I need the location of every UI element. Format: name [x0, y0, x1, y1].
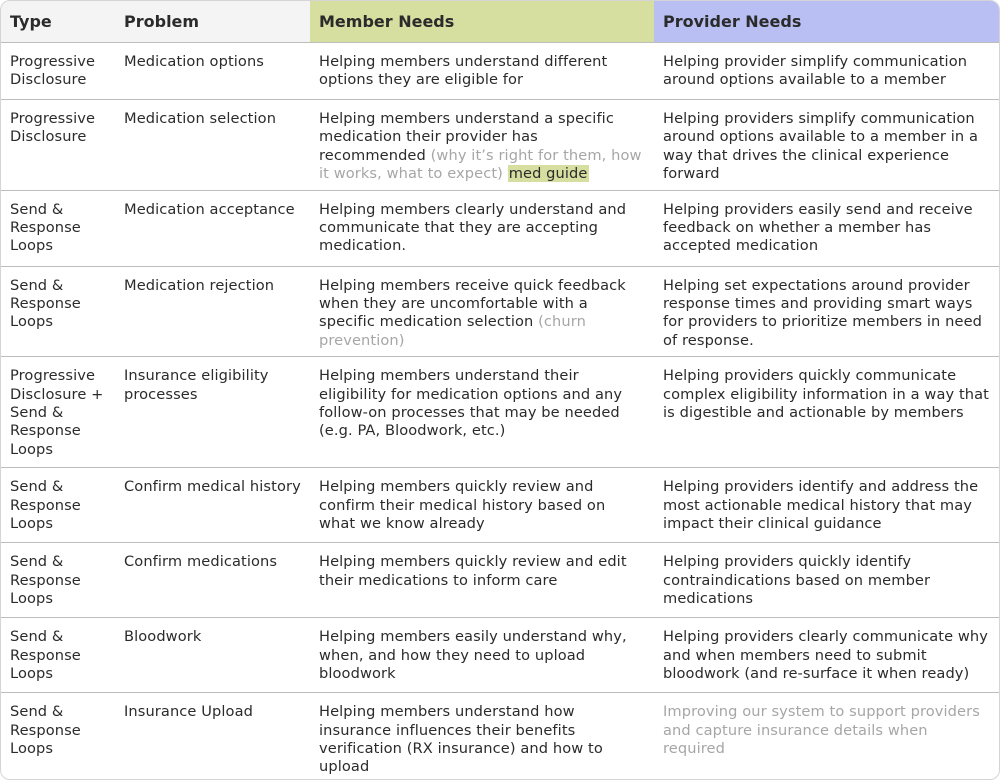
- cell-member-needs: Helping members understand how insurance influences their benefits verification (RX insurance) and how to upload: [310, 693, 654, 780]
- cell-provider-needs: Helping providers identify and address the most actionable medical history that may impact their clinical guidance: [654, 468, 999, 543]
- cell-type: Progressive Disclosure + Send & Response Loops: [1, 357, 115, 468]
- member-text: Helping members receive quick feedback when they are uncomfortable with a specific medication selection: [319, 276, 626, 331]
- cell-problem: Bloodwork: [115, 618, 310, 693]
- cell-provider-needs: Helping providers quickly communicate complex eligibility information in a way that is digestible and actionable by members: [654, 357, 999, 468]
- cell-problem: Confirm medical history: [115, 468, 310, 543]
- member-note: (churn prevention): [319, 313, 586, 349]
- member-text: Helping members understand a specific medication their provider has recommended: [319, 110, 614, 164]
- cell-member-needs: Helping members quickly review and edit their medications to inform care: [310, 543, 654, 618]
- cell-problem: Insurance Upload: [115, 693, 310, 780]
- cell-type: Send & Response Loops: [1, 190, 115, 266]
- cell-type: Send & Response Loops: [1, 693, 115, 780]
- table-row: [1, 693, 999, 780]
- table-row: [1, 190, 999, 266]
- cell-type: Send & Response Loops: [1, 543, 115, 618]
- cell-problem: Confirm medications: [115, 543, 310, 618]
- cell-problem: Medication rejection: [115, 266, 310, 357]
- table-row: [1, 357, 999, 468]
- header-provider-needs: Provider Needs: [654, 1, 999, 43]
- header-problem: Problem: [115, 1, 310, 43]
- header-member-needs: Member Needs: [310, 1, 654, 43]
- cell-type: Send & Response Loops: [1, 266, 115, 357]
- header-row: [1, 1, 999, 43]
- cell-type: Send & Response Loops: [1, 618, 115, 693]
- cell-problem: Insurance eligibility processes: [115, 357, 310, 468]
- header-type: Type: [1, 1, 115, 43]
- table-row: [1, 100, 999, 191]
- cell-member-needs: [310, 100, 654, 191]
- cell-problem: Medication acceptance: [115, 190, 310, 266]
- cell-provider-needs: Improving our system to support providers and capture insurance details when required: [654, 693, 999, 780]
- table-row: [1, 618, 999, 693]
- table-row: [1, 543, 999, 618]
- med-guide-tag[interactable]: med guide: [508, 165, 588, 183]
- cell-member-needs: Helping members clearly understand and communicate that they are accepting medication.: [310, 190, 654, 266]
- cell-member-needs: Helping members quickly review and confirm their medical history based on what we know already: [310, 468, 654, 543]
- cell-member-needs: Helping members understand their eligibility for medication options and any follow-on processes that may be needed (e.g. PA, Bloodwork, etc.): [310, 357, 654, 468]
- cell-provider-needs: Helping set expectations around provider response times and providing smart ways for providers to prioritize members in need of response.: [654, 266, 999, 357]
- table-row: [1, 468, 999, 543]
- cell-provider-needs: Helping providers simplify communication around options available to a member in a way that drives the clinical experience forward: [654, 100, 999, 191]
- cell-type: Send & Response Loops: [1, 468, 115, 543]
- cell-problem: Medication selection: [115, 100, 310, 191]
- cell-provider-needs: Helping provider simplify communication around options available to a member: [654, 43, 999, 100]
- cell-problem: Medication options: [115, 43, 310, 100]
- cell-member-needs: Helping members easily understand why, when, and how they need to upload bloodwork: [310, 618, 654, 693]
- cell-type: Progressive Disclosure: [1, 100, 115, 191]
- cell-member-needs: [310, 266, 654, 357]
- cell-type: Progressive Disclosure: [1, 43, 115, 100]
- cell-provider-needs: Helping providers clearly communicate why and when members need to submit bloodwork (and re-surface it when ready): [654, 618, 999, 693]
- table-row: [1, 266, 999, 357]
- table-row: [1, 43, 999, 100]
- cell-provider-needs: Helping providers quickly identify contraindications based on member medications: [654, 543, 999, 618]
- cell-provider-needs: Helping providers easily send and receive feedback on whether a member has accepted medication: [654, 190, 999, 266]
- member-note: (why it’s right for them, how it works, what to expect): [319, 146, 642, 183]
- needs-table: [1, 1, 999, 780]
- cell-member-needs: Helping members understand different options they are eligible for: [310, 43, 654, 100]
